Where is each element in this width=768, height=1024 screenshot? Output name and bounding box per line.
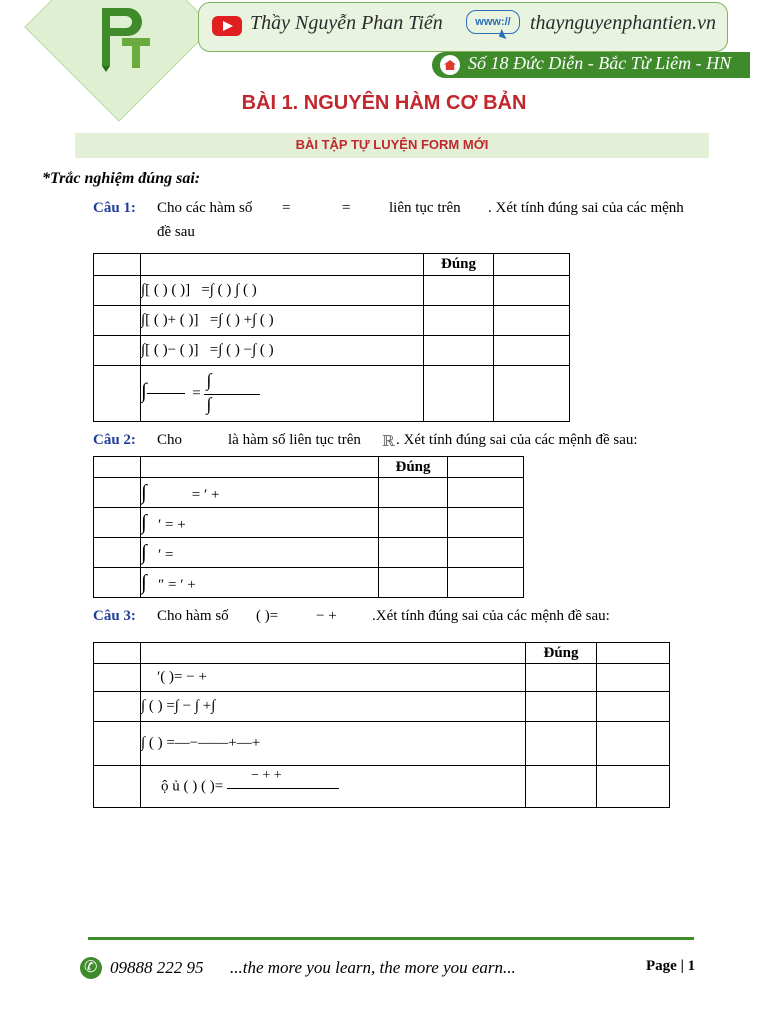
table-row xyxy=(94,766,670,808)
slogan: ...the more you learn, the more you earn... xyxy=(230,958,516,977)
q3-row1-false-cell[interactable] xyxy=(597,664,670,692)
q1-label: Câu 1: xyxy=(93,200,136,216)
q1-header-true: Đúng xyxy=(424,254,494,276)
integral-symbol: ∫ xyxy=(141,570,147,594)
q1-row3-true-cell[interactable] xyxy=(424,336,494,366)
q3-header-true: Đúng xyxy=(526,643,597,664)
phone-number[interactable]: 09888 222 95 xyxy=(110,958,204,977)
q1-row3-false-cell[interactable] xyxy=(494,336,570,366)
footer-divider xyxy=(88,937,694,940)
q3-label: Câu 3: xyxy=(93,608,136,624)
q3-row4-false-cell[interactable] xyxy=(597,766,670,808)
q2-label: Câu 2: xyxy=(93,432,136,448)
youtube-icon xyxy=(212,16,242,36)
q3-text-b: .Xét tính đúng sai của các mệnh đề sau: xyxy=(372,608,610,624)
q3-row4-numerator: − + + xyxy=(250,767,282,783)
q2-row2-true-cell[interactable] xyxy=(379,508,448,538)
q3-row4-true-cell[interactable] xyxy=(526,766,597,808)
table-row: ∫ = ∫ ∫ xyxy=(94,366,570,422)
q1-text: Cho các hàm số xyxy=(157,200,253,216)
q1-row4-true-cell[interactable] xyxy=(424,366,494,422)
q3-text-a: Cho hàm số xyxy=(157,608,229,624)
q1-row1-b: =∫ ( ) ∫ ( ) xyxy=(201,282,257,298)
q2-row3-expr: ′ = xyxy=(158,547,174,563)
q2-row4-expr: ″ = ′ + xyxy=(158,577,196,593)
table-row xyxy=(94,722,670,766)
q2-row4-true-cell[interactable] xyxy=(379,568,448,598)
website-link[interactable]: thaynguyenphantien.vn xyxy=(530,12,717,34)
q2-row2-false-cell[interactable] xyxy=(448,508,524,538)
q2-row1-true-cell[interactable] xyxy=(379,478,448,508)
q1-row1-a: ∫[ ( ) ( )] xyxy=(141,282,191,298)
page-number: Page | 1 xyxy=(646,958,696,974)
page-title: BÀI 1. NGUYÊN HÀM CƠ BẢN xyxy=(241,92,527,114)
q1-table xyxy=(93,253,570,422)
q3-row3-true-cell[interactable] xyxy=(526,722,597,766)
q3-row2-expr: ∫ ( ) =∫ − ∫ +∫ xyxy=(141,698,216,714)
q1-text-d: đề sau xyxy=(157,224,195,240)
q3-table xyxy=(93,642,670,808)
teacher-name: Thầy Nguyễn Phan Tiến xyxy=(250,12,443,34)
q2-row1-false-cell[interactable] xyxy=(448,478,524,508)
table-row xyxy=(94,538,524,568)
q2-row3-false-cell[interactable] xyxy=(448,538,524,568)
q3-row4-expr: ộ ủ ( ) ( )= xyxy=(161,777,224,794)
q1-row3-a: ∫[ ( )− ( )] xyxy=(141,342,199,358)
q2-row2-expr: ′ = + xyxy=(158,517,186,533)
table-row xyxy=(94,306,570,336)
q2-row3-true-cell[interactable] xyxy=(379,538,448,568)
q1-row4-int: ∫ xyxy=(141,377,147,402)
q1-text-b: liên tục trên xyxy=(389,200,461,216)
q2-header-true: Đúng xyxy=(379,457,448,478)
integral-symbol: ∫ xyxy=(141,540,147,564)
q1-row2-b: =∫ ( ) +∫ ( ) xyxy=(209,312,274,328)
q3-row3-false-cell[interactable] xyxy=(597,722,670,766)
website-badge: www:// xyxy=(466,10,520,34)
q3-row1-expr: ′( )= − + xyxy=(157,669,207,685)
q3-fx: ( )= xyxy=(256,608,279,624)
q3-row2-true-cell[interactable] xyxy=(526,692,597,722)
q2-row1-expr: = ′ + xyxy=(191,487,220,503)
integral-symbol: ∫ xyxy=(141,510,147,534)
q2-row4-false-cell[interactable] xyxy=(448,568,524,598)
q1-row2-false-cell[interactable] xyxy=(494,306,570,336)
q3-row2-false-cell[interactable] xyxy=(597,692,670,722)
table-row xyxy=(94,692,670,722)
q1-eq1: = xyxy=(282,200,291,216)
reals-symbol: ℝ xyxy=(382,434,395,450)
integral-symbol: ∫ xyxy=(141,480,147,504)
table-row xyxy=(94,508,524,538)
q3-row1-true-cell[interactable] xyxy=(526,664,597,692)
page-subtitle: BÀI TẬP TỰ LUYỆN FORM MỚI xyxy=(295,137,489,152)
logo xyxy=(96,4,154,72)
section-heading: *Trắc nghiệm đúng sai: xyxy=(42,170,201,187)
q1-row2-true-cell[interactable] xyxy=(424,306,494,336)
q2-text-c: . Xét tính đúng sai của các mệnh đề sau: xyxy=(396,432,638,448)
table-row xyxy=(94,478,524,508)
q2-text-a: Cho xyxy=(157,432,183,448)
q1-eq2: = xyxy=(342,200,351,216)
q3-ops: − + xyxy=(316,608,337,624)
q2-table xyxy=(93,456,524,598)
phone-icon xyxy=(80,957,102,979)
table-row xyxy=(94,664,670,692)
home-icon xyxy=(440,55,460,75)
q1-row2-a: ∫[ ( )+ ( )] xyxy=(141,312,199,328)
table-row xyxy=(94,568,524,598)
table-row xyxy=(94,336,570,366)
q1-row3-b: =∫ ( ) −∫ ( ) xyxy=(209,342,274,358)
address-text: Số 18 Đức Diễn - Bắc Từ Liêm - HN xyxy=(468,53,732,73)
q1-row1-false-cell[interactable] xyxy=(494,276,570,306)
q1-row1-true-cell[interactable] xyxy=(424,276,494,306)
q3-row3-expr: ∫ ( ) =—−——+—+ xyxy=(141,735,261,751)
table-row xyxy=(94,276,570,306)
q2-text-b: là hàm số liên tục trên xyxy=(228,432,361,448)
q1-row4-false-cell[interactable] xyxy=(494,366,570,422)
q1-row4-eq: = xyxy=(192,384,201,401)
q1-text-c: . Xét tính đúng sai của các mệnh xyxy=(488,200,684,216)
